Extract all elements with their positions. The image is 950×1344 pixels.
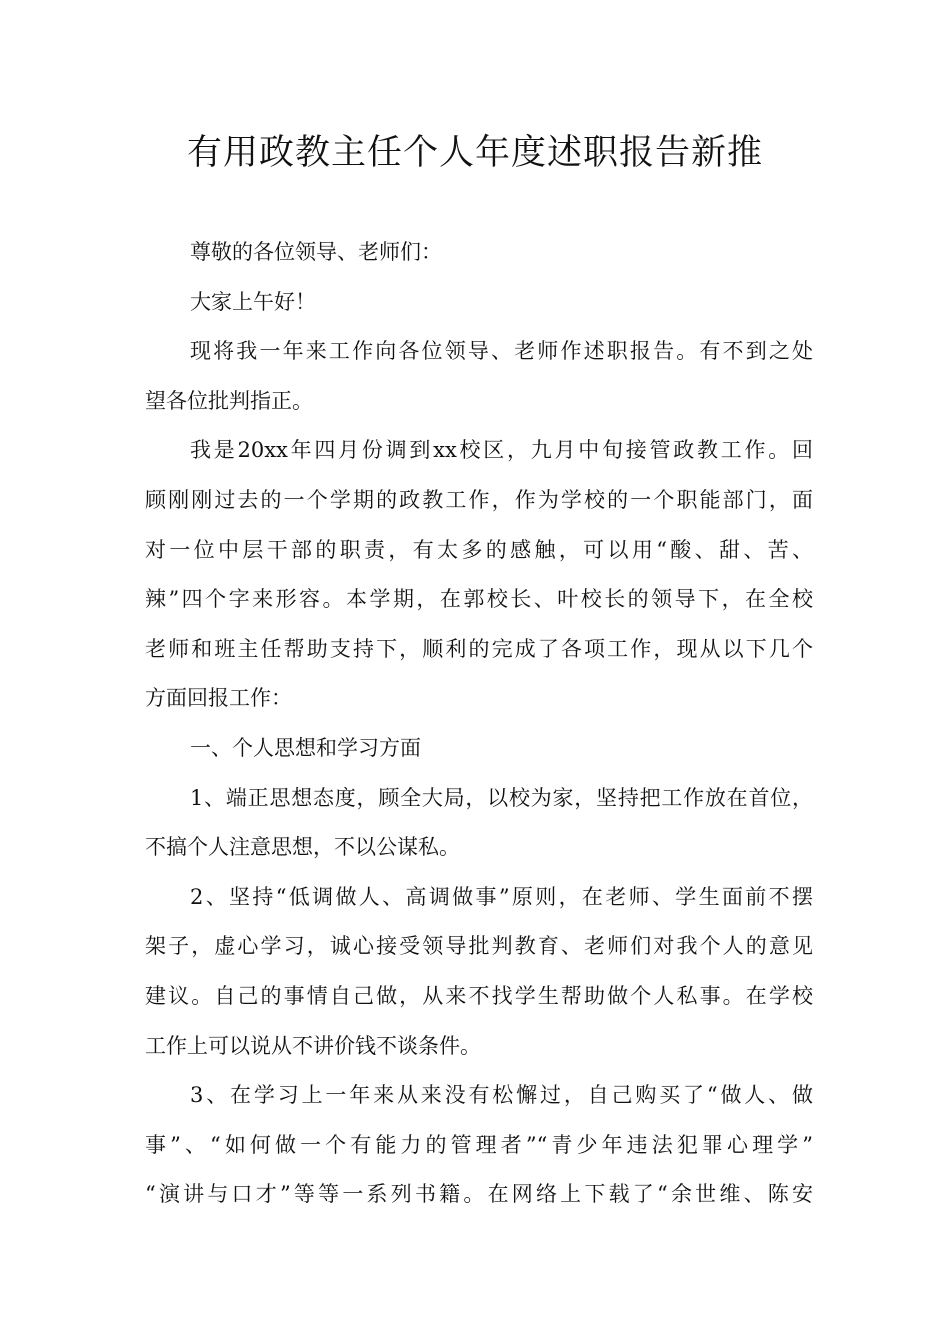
paragraph-line: 建议。自己的事情自己做，从来不找学生帮助做个人私事。在学校	[145, 983, 813, 1008]
paragraph-line: 事”、“如何做一个有能力的管理者”“青少年违法犯罪心理学”	[145, 1132, 813, 1157]
paragraph-line: 我是20xx年四月份调到xx校区，九月中旬接管政教工作。回	[190, 438, 813, 463]
paragraph-line: 对一位中层干部的职责，有太多的感触，可以用“酸、甜、苦、	[145, 537, 813, 562]
paragraph-line: 3、在学习上一年来从来没有松懈过，自己购买了“做人、做	[190, 1083, 813, 1108]
paragraph-line: 工作上可以说从不讲价钱不谈条件。	[145, 1033, 481, 1058]
paragraph-line: 架子，虚心学习，诚心接受领导批判教育、老师们对我个人的意见	[145, 934, 813, 959]
paragraph-line: 望各位批判指正。	[145, 388, 313, 413]
paragraph-line: 顾刚刚过去的一个学期的政教工作，作为学校的一个职能部门，面	[145, 487, 813, 512]
paragraph-line: “演讲与口才”等等一系列书籍。在网络上下载了“余世维、陈安	[145, 1182, 813, 1207]
paragraph-line: 2、坚持“低调做人、高调做事”原则，在老师、学生面前不摆	[190, 884, 813, 909]
document-title: 有用政教主任个人年度述职报告新推	[186, 133, 763, 173]
section-heading: 一、个人思想和学习方面	[190, 735, 421, 760]
paragraph-line: 辣”四个字来形容。本学期，在郭校长、叶校长的领导下，在全校	[145, 587, 813, 612]
greeting: 大家上午好！	[190, 289, 316, 314]
paragraph-line: 现将我一年来工作向各位领导、老师作述职报告。有不到之处	[190, 339, 813, 364]
paragraph-line: 方面回报工作：	[145, 686, 292, 711]
document-body	[145, 228, 813, 1220]
paragraph-line: 老师和班主任帮助支持下，顺利的完成了各项工作，现从以下几个	[145, 636, 813, 661]
salutation: 尊敬的各位领导、老师们：	[190, 240, 442, 264]
paragraph-line: 不搞个人注意思想，不以公谋私。	[145, 835, 460, 860]
paragraph-line: 1、端正思想态度，顾全大局，以校为家，坚持把工作放在首位，	[190, 785, 813, 810]
